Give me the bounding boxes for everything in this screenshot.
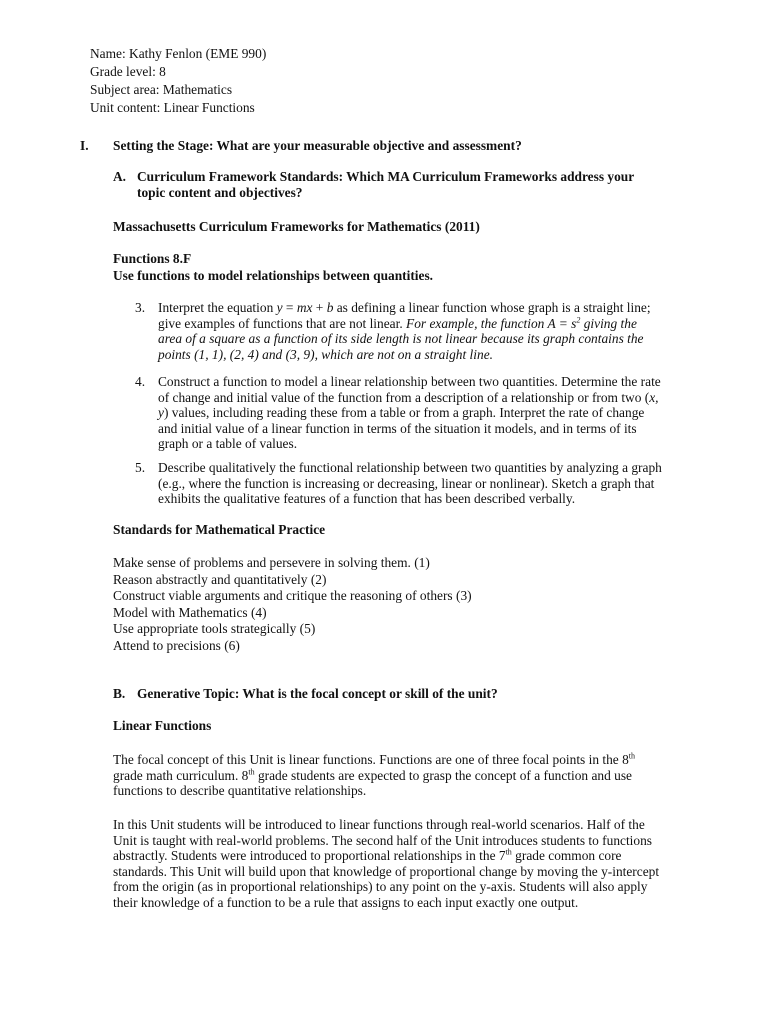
unit-content-line: Unit content: Linear Functions [90, 100, 255, 115]
paragraph-line: The focal concept of this Unit is linear functions. Functions are one of three focal points in the 8th [113, 751, 636, 767]
frameworks-title: Massachusetts Curriculum Frameworks for Mathematics (2011) [113, 219, 480, 234]
standard-text-line: Describe qualitatively the functional relationship between two quantities by analyzing a graph [158, 460, 662, 475]
paragraph-line: abstractly. Students were introduced to proportional relationships in the 7th grade common core [113, 847, 622, 864]
practice-item: Construct viable arguments and critique the reasoning of others (3) [113, 588, 472, 604]
paragraph-line: In this Unit students will be introduced to linear functions through real-world scenarios. Half of the [113, 817, 645, 832]
practice-item: Reason abstractly and quantitatively (2) [113, 571, 327, 587]
standard-text-line: (e.g., where the function is increasing or decreasing, linear or nonlinear). Sketch a graph that [158, 475, 655, 491]
standard-text-line: Construct a function to model a linear relationship between two quantities. Determine the rate [158, 374, 661, 389]
section-a-letter: A. [113, 169, 127, 184]
standard-text-line: and initial value of a linear function in terms of the situation it models, and in terms of its [158, 420, 637, 436]
paragraph-line: from the origin (as in proportional relationships) to any point on the y-axis. Students will also apply [113, 879, 648, 895]
standard-text [158, 460, 680, 507]
paragraph-line: grade math curriculum. 8th grade students are expected to grasp the concept of a function and use [113, 767, 632, 783]
standard-text-line: Interpret the equation y = mx + b as defining a linear function whose graph is a straight line; [158, 300, 651, 315]
standard-number: 4. [135, 374, 146, 389]
practice-title: Standards for Mathematical Practice [113, 522, 326, 537]
grade-level-line: Grade level: 8 [90, 64, 166, 79]
functions-subtitle: Use functions to model relationships between quantities. [113, 268, 434, 283]
paragraph-line: functions to describe quantitative relationships. [113, 783, 367, 799]
practice-item: Model with Mathematics (4) [113, 604, 267, 620]
standard-text-line: y) values, including reading these from a table or from a graph. Interpret the rate of change [158, 405, 645, 421]
section-a-title-line2: topic content and objectives? [137, 184, 303, 200]
standard-text-line: graph or a table of values. [158, 436, 298, 452]
standard-text [158, 300, 680, 362]
paragraph-line: their knowledge of a function to be a rule that assigns to each input exactly one output. [113, 894, 579, 910]
standard-number: 5. [135, 460, 146, 475]
practice-item: Make sense of problems and persevere in solving them. (1) [113, 555, 430, 570]
paragraph-line: standards. This Unit will build upon that knowledge of proportional change by moving the y-intercept [113, 863, 660, 879]
standard-text-line: area of a square as a function of its side length is not linear because its graph contains the [158, 331, 644, 347]
standard-text-line: exhibits the qualitative features of a function that has been described verbally. [158, 491, 576, 507]
practice-item: Attend to precisions (6) [113, 637, 240, 653]
standard-text-line: give examples of functions that are not linear. For example, the function $A = s^2$ giving the [158, 315, 637, 331]
practice-list [113, 555, 472, 655]
paragraph-unit-overview [113, 817, 673, 911]
standard-number: 3. [135, 300, 146, 315]
paragraph-focal-concept [113, 752, 673, 799]
section-a-title-line1: Curriculum Framework Standards: Which MA Curriculum Frameworks address your [137, 169, 635, 184]
standard-text [158, 374, 680, 452]
section-b-title: Generative Topic: What is the focal concept or skill of the unit? [137, 686, 498, 701]
functions-code: Functions 8.F [113, 251, 192, 266]
section-i-title: Setting the Stage: What are your measurable objective and assessment? [113, 138, 522, 153]
section-b-letter: B. [113, 686, 126, 701]
section-b-subtitle: Linear Functions [113, 718, 212, 733]
standard-text-line: points (1, 1), (2, 4) and (3, 9), which are not on a straight line. [158, 346, 493, 362]
practice-item: Use appropriate tools strategically (5) [113, 621, 316, 637]
section-i-numeral: I. [80, 138, 89, 153]
standard-text-line: of change and initial value of the function from a description of a relationship or from two (x, [158, 389, 659, 405]
name-line: Name: Kathy Fenlon (EME 990) [90, 46, 267, 61]
subject-area-line: Subject area: Mathematics [90, 82, 233, 97]
section-a-title [137, 169, 677, 200]
paragraph-line: Unit is taught with real-world problems. The second half of the Unit introduces students to functions [113, 832, 652, 848]
